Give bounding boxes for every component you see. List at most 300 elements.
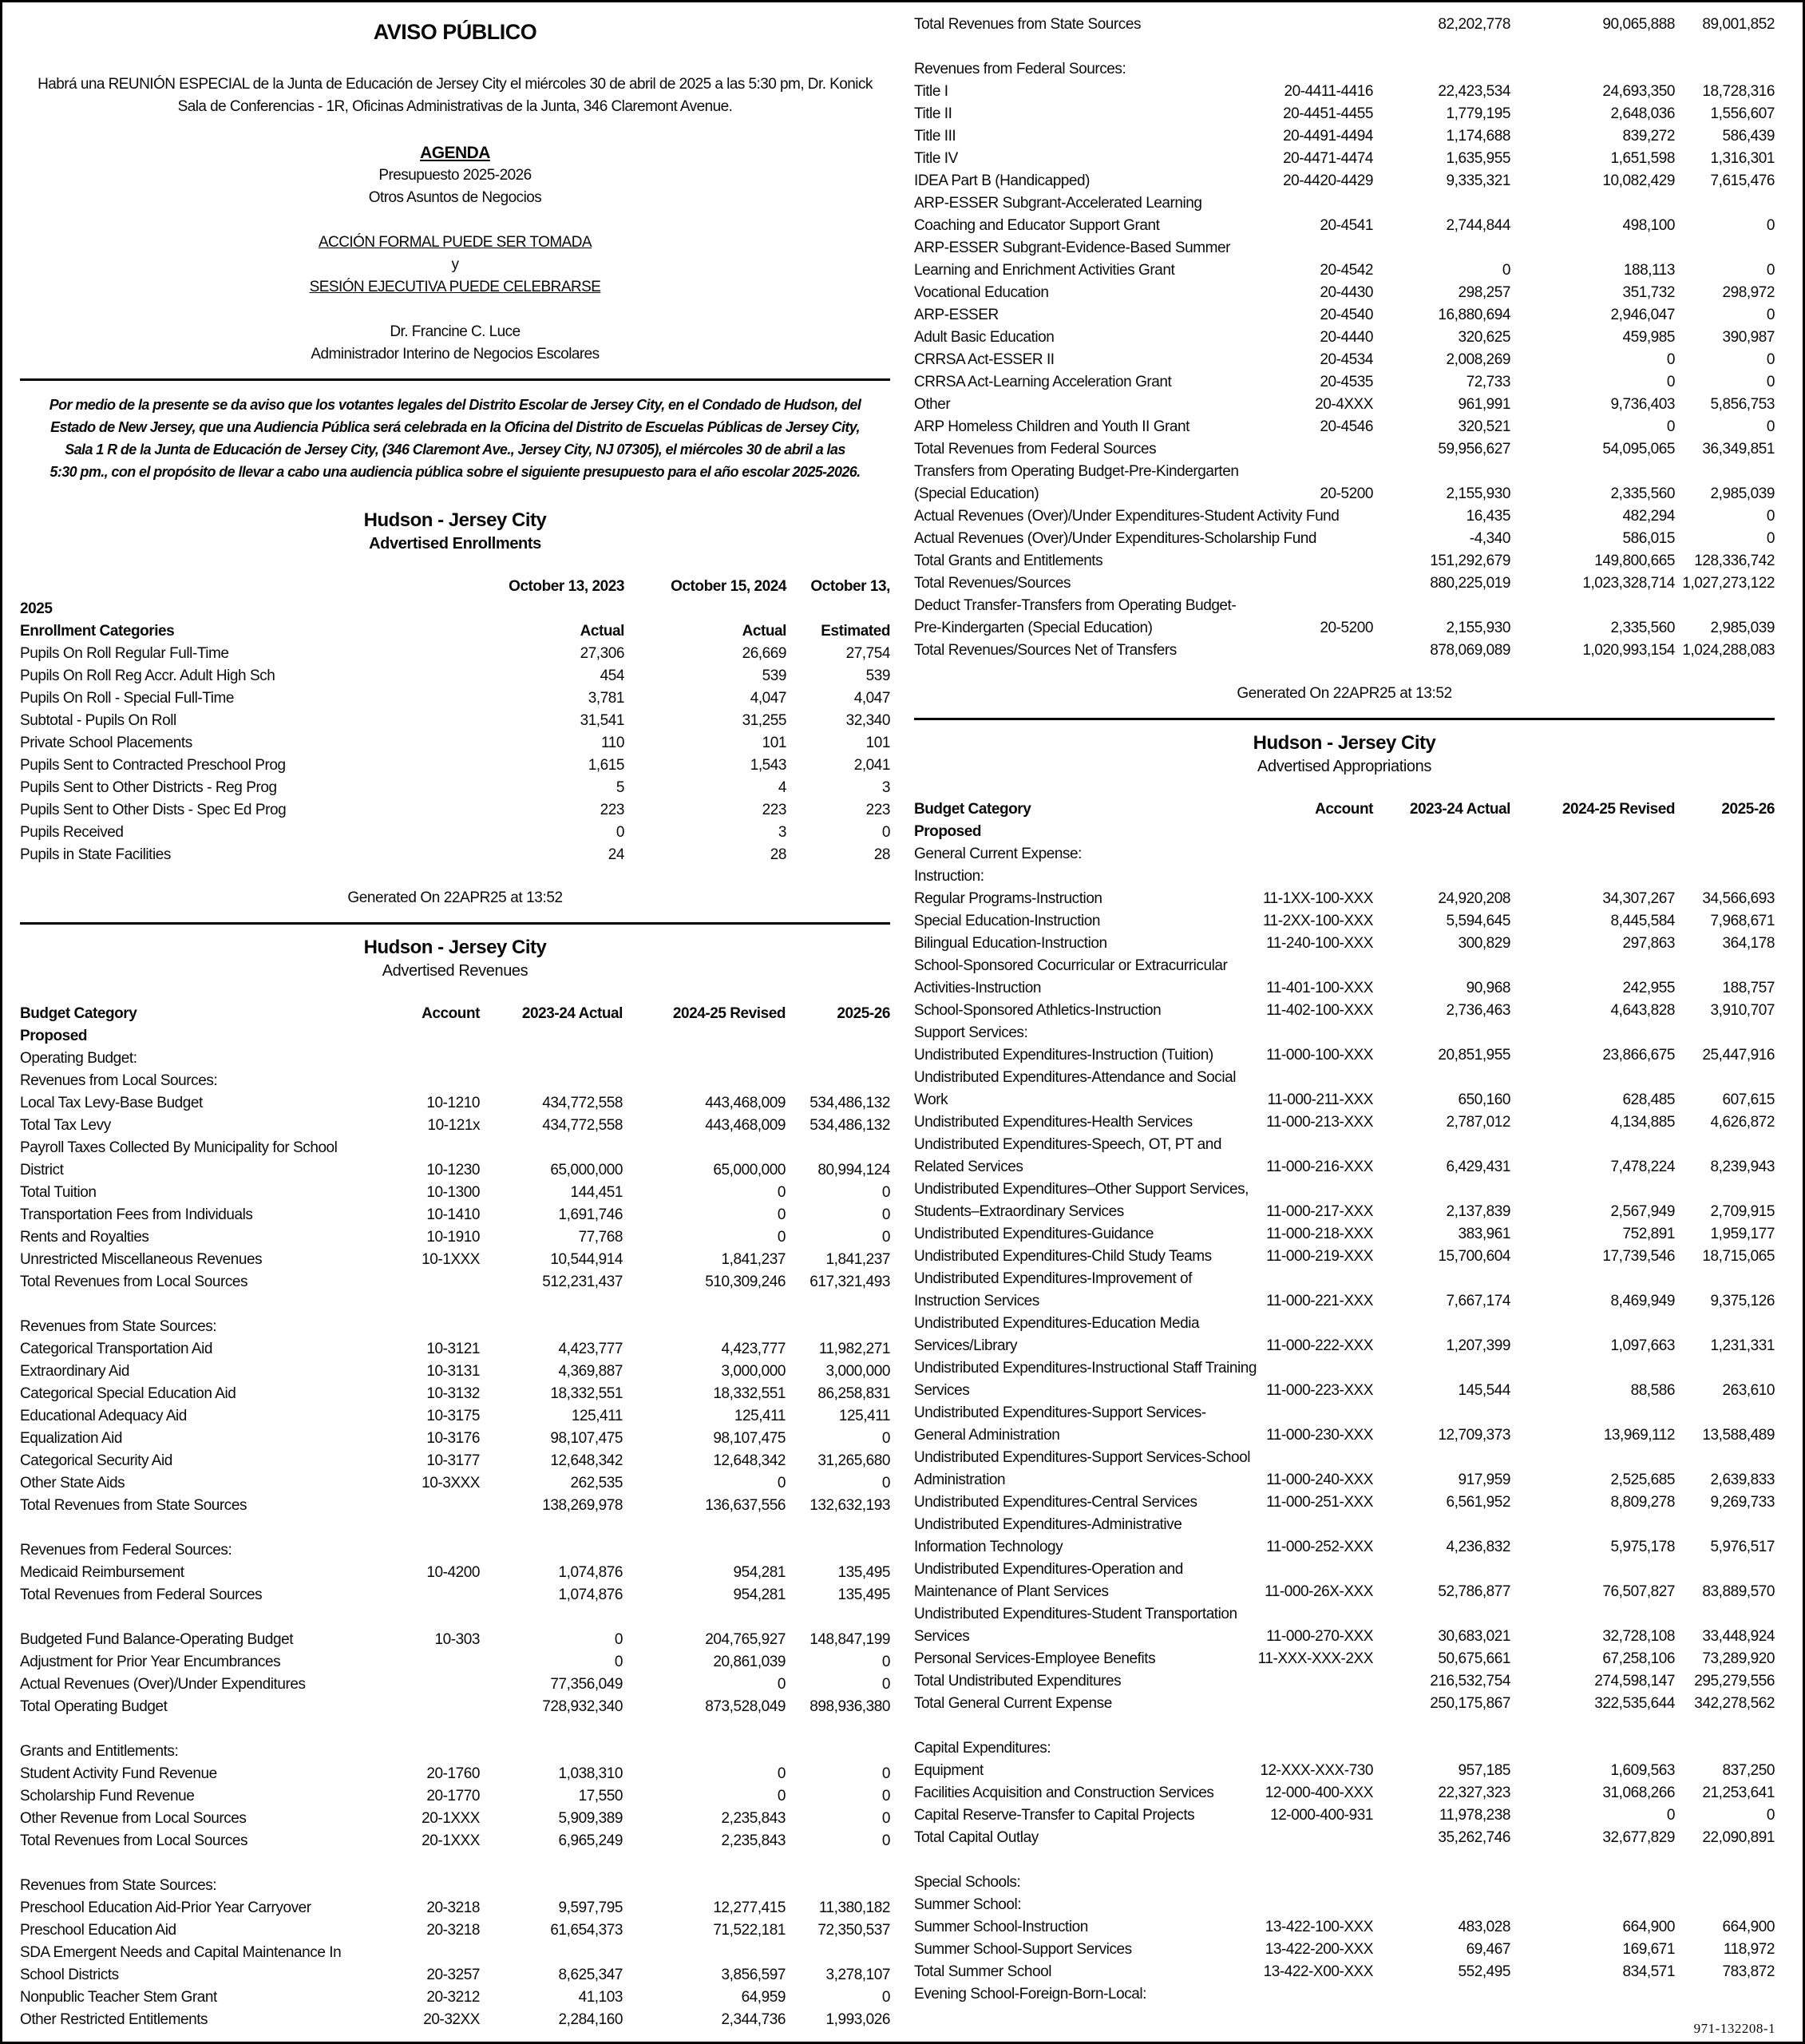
row-value: 67,258,106: [1602, 1650, 1675, 1667]
row-value: 2,709,915: [1710, 1203, 1775, 1220]
row-label: Undistributed Expenditures-Support Services-School Administration: [914, 1449, 1251, 1488]
row-value: [1675, 58, 1775, 81]
row-value: [1510, 1022, 1675, 1044]
row-value: 33,448,924: [1702, 1628, 1775, 1645]
row-value: 20-3218: [426, 1899, 480, 1916]
row-value: 0: [777, 1475, 786, 1491]
row-value: 12,277,415: [713, 1899, 786, 1916]
row-value: 0: [614, 1631, 623, 1648]
row-value: 11-000-211-XXX: [1267, 1091, 1373, 1108]
table-row: [20, 1271, 890, 1293]
row-label: Undistributed Expenditures-Attendance and Social Work: [914, 1069, 1236, 1108]
row-value: 2024-25 Revised: [1562, 801, 1675, 818]
row-value: [480, 1852, 623, 1875]
row-value: 188,757: [1722, 980, 1775, 996]
row-value: 10-1300: [426, 1184, 480, 1201]
row-value: 534,486,132: [809, 1117, 890, 1134]
row-label: CRRSA Act-ESSER II: [914, 351, 1055, 368]
row-label: Vocational Education: [914, 284, 1049, 301]
row-value: 98,107,475: [550, 1430, 623, 1447]
row-value: [623, 1025, 786, 1048]
row-value: 54,095,065: [1602, 441, 1675, 458]
row-value: [480, 1025, 623, 1048]
row-value: 145,544: [1458, 1382, 1510, 1399]
row-value: 151,292,679: [1430, 553, 1510, 569]
row-value: 0: [777, 1206, 786, 1223]
row-label: Total Revenues from Local Sources: [20, 1274, 248, 1290]
row-value: 17,550: [578, 1788, 623, 1804]
table-row: [914, 550, 1775, 572]
row-label: ARP Homeless Children and Youth II Grant: [914, 418, 1189, 435]
row-value: 88,586: [1630, 1382, 1675, 1399]
row-label: Subtotal - Pupils On Roll: [20, 712, 176, 729]
row-value: Actual: [742, 623, 786, 640]
row-value: 383,961: [1458, 1226, 1510, 1242]
row-value: 12-000-400-XXX: [1265, 1785, 1373, 1801]
row-value: 961,991: [1458, 396, 1510, 413]
row-value: 12,709,373: [1438, 1427, 1510, 1444]
row-value: 8,469,949: [1610, 1293, 1675, 1309]
row-value: [1675, 36, 1775, 58]
horizontal-divider: [20, 378, 890, 381]
row-value: [786, 1606, 890, 1629]
row-value: 539: [762, 667, 786, 684]
table-row: [914, 1670, 1775, 1693]
row-value: 77,768: [578, 1229, 623, 1246]
row-value: 1,615: [588, 757, 624, 774]
table-row: [20, 1115, 890, 1137]
row-value: 10-4200: [426, 1564, 480, 1581]
row-value: October 13,: [810, 578, 890, 595]
row-value: 2,235,843: [721, 1810, 786, 1827]
row-label: Equalization Aid: [20, 1430, 123, 1447]
row-value: 2,567,949: [1610, 1203, 1675, 1220]
row-label: Summer School-Instruction: [914, 1919, 1088, 1935]
horizontal-divider: [914, 718, 1775, 720]
row-value: 11-000-219-XXX: [1266, 1248, 1373, 1265]
table-row: [20, 576, 890, 598]
row-value: 0: [1766, 530, 1775, 547]
row-value: [786, 1070, 890, 1092]
table-row: [20, 1226, 890, 1249]
formal-action-section: [20, 232, 890, 299]
row-value: 0: [1766, 307, 1775, 323]
row-value: [786, 1875, 890, 1897]
row-value: 52,786,877: [1438, 1583, 1510, 1600]
row-value: 3: [778, 824, 786, 841]
row-label: Total Undistributed Expenditures: [914, 1673, 1122, 1689]
row-value: 10-303: [434, 1631, 480, 1648]
announcement-line: Habrá una REUNIÓN ESPECIAL de la Junta de Educación de Jersey City el miércoles 30 de abril de 2025 a las 5:30 pm, Dr. Konick: [38, 76, 873, 93]
row-label: Total Grants and Entitlements: [914, 553, 1103, 569]
row-value: 144,451: [570, 1184, 623, 1201]
revenues-continued-table: [914, 14, 1775, 662]
row-label: Categorical Transportation Aid: [20, 1341, 213, 1357]
row-value: 0: [1666, 1807, 1675, 1824]
row-value: 586,439: [1722, 128, 1775, 145]
table-row: [20, 620, 890, 643]
row-value: 10-3131: [426, 1363, 480, 1380]
row-value: 69,467: [1466, 1941, 1510, 1958]
row-label: Proposed: [20, 1028, 88, 1044]
row-value: 24: [608, 846, 624, 863]
row-value: 28: [873, 846, 890, 863]
row-value: 2,008,269: [1446, 351, 1510, 368]
row-value: 125,411: [838, 1408, 890, 1424]
table-row: [20, 1785, 890, 1808]
row-label: Adjustment for Prior Year Encumbrances: [20, 1654, 281, 1670]
row-label: CRRSA Act-Learning Acceleration Grant: [914, 374, 1172, 390]
table-row: [914, 237, 1775, 282]
row-value: 534,486,132: [809, 1095, 890, 1111]
row-value: 7,667,174: [1446, 1293, 1510, 1309]
row-value: [1373, 1737, 1510, 1760]
row-value: [786, 1539, 890, 1562]
table-row: [914, 170, 1775, 192]
table-row: [914, 438, 1775, 461]
row-value: 0: [1766, 217, 1775, 234]
row-value: 4,643,828: [1610, 1002, 1675, 1019]
row-value: 20-4430: [1320, 284, 1373, 301]
row-value: 5,856,753: [1710, 396, 1775, 413]
row-value: [1675, 1894, 1775, 1916]
table-row: [20, 1338, 890, 1361]
table-row: [20, 1182, 890, 1204]
row-value: 1,174,688: [1446, 128, 1510, 145]
row-label: Pupils On Roll Reg Accr. Adult High Sch: [20, 667, 275, 684]
enrollments-district-title: Hudson - Jersey City: [363, 509, 547, 531]
table-row: [914, 1268, 1775, 1313]
executive-session-line: SESIÓN EJECUTIVA PUEDE CELEBRARSE: [309, 279, 601, 295]
row-value: 20-4546: [1320, 418, 1373, 435]
row-label: Proposed: [914, 823, 982, 840]
row-value: 89,001,852: [1702, 16, 1775, 33]
row-value: 18,332,551: [550, 1385, 623, 1402]
row-value: 223: [600, 802, 624, 818]
row-value: 16,435: [1466, 508, 1510, 525]
row-value: 834,571: [1622, 1963, 1675, 1980]
row-value: [1373, 843, 1510, 866]
row-value: [1373, 1872, 1510, 1894]
table-row: [20, 1629, 890, 1651]
table-row: [914, 933, 1775, 955]
row-label: [20, 576, 499, 598]
table-row: [914, 1223, 1775, 1246]
row-value: 0: [881, 824, 890, 841]
row-label: Personal Services-Employee Benefits: [914, 1650, 1156, 1667]
table-row: [914, 1044, 1775, 1067]
table-row: [20, 1562, 890, 1584]
row-label: ARP-ESSER Subgrant-Accelerated Learning Coaching and Educator Support Grant: [914, 195, 1202, 234]
table-row: [20, 755, 890, 777]
row-label: General Current Expense:: [914, 846, 1082, 862]
appropriations-table: [914, 798, 1775, 2006]
row-value: 2,946,047: [1610, 307, 1675, 323]
row-label: Instruction:: [914, 868, 984, 885]
table-row: [20, 1584, 890, 1606]
row-value: [623, 1316, 786, 1338]
row-label: Summer School-Support Services: [914, 1941, 1132, 1958]
row-value: 0: [1502, 262, 1510, 279]
row-value: 1,635,955: [1446, 150, 1510, 167]
row-label: Undistributed Expenditures-Health Services: [914, 1114, 1193, 1131]
row-value: 2,525,685: [1610, 1472, 1675, 1488]
row-value: 454: [600, 667, 624, 684]
row-label: Total Revenues from State Sources: [20, 1497, 247, 1514]
table-row: [914, 1603, 1775, 1648]
row-value: 3: [881, 779, 890, 796]
row-value: [1510, 821, 1675, 843]
row-value: [623, 1539, 786, 1562]
row-value: 297,863: [1622, 935, 1675, 952]
row-value: [1510, 1849, 1675, 1872]
row-label: Undistributed Expenditures-Improvement of Instruction Services: [914, 1270, 1193, 1309]
row-label: Title II: [914, 105, 952, 122]
row-label: Facilities Acquisition and Construction Services: [914, 1785, 1214, 1801]
row-value: 13,588,489: [1702, 1427, 1775, 1444]
row-value: [786, 1517, 890, 1539]
table-row: [914, 394, 1775, 416]
row-label: Total Revenues from Federal Sources: [20, 1586, 263, 1603]
row-value: 552,495: [1458, 1963, 1510, 1980]
row-value: 839,272: [1622, 128, 1675, 145]
row-value: 4,626,872: [1710, 1114, 1775, 1131]
row-value: 8,625,347: [558, 1967, 623, 1983]
row-value: 20-5200: [1320, 485, 1373, 502]
row-value: 169,671: [1622, 1941, 1675, 1958]
revenues-subtitle: Advertised Revenues: [382, 962, 528, 980]
row-label: Undistributed Expenditures-Student Transportation Services: [914, 1606, 1237, 1645]
row-label: [20, 1293, 480, 1316]
row-value: 2,648,036: [1610, 105, 1675, 122]
row-value: 22,327,323: [1438, 1785, 1510, 1801]
row-value: 2023-24 Actual: [521, 1005, 623, 1022]
row-value: 5,976,517: [1710, 1539, 1775, 1555]
row-value: 72,733: [1466, 374, 1510, 390]
table-row: [20, 598, 890, 620]
table-row: [914, 888, 1775, 910]
row-value: 20-32XX: [423, 2011, 480, 2028]
row-value: 443,468,009: [705, 1095, 786, 1111]
row-value: 954,281: [733, 1564, 786, 1581]
row-value: 59,956,627: [1438, 441, 1510, 458]
row-value: 11,978,238: [1439, 1807, 1510, 1824]
table-row: [914, 1648, 1775, 1670]
row-value: 5,975,178: [1610, 1539, 1675, 1555]
appropriations-table-header: [914, 798, 1775, 843]
row-label: [914, 1715, 1373, 1737]
row-value: [1373, 1894, 1510, 1916]
row-value: October 15, 2024: [671, 578, 786, 595]
row-value: 2025-26: [837, 1005, 890, 1022]
row-value: 16,880,694: [1438, 307, 1510, 323]
table-row: [20, 1003, 890, 1025]
row-value: 898,936,380: [809, 1698, 890, 1715]
row-label: Undistributed Expenditures-Instructional Staff Training Services: [914, 1360, 1257, 1399]
row-value: [623, 1048, 786, 1070]
row-label: Title I: [914, 83, 948, 100]
table-row: [20, 822, 890, 844]
row-value: 4,423,777: [721, 1341, 786, 1357]
table-row: [20, 1137, 890, 1182]
row-value: 11,380,182: [818, 1899, 890, 1916]
row-value: 20-4411-4416: [1284, 83, 1373, 100]
row-label: Pupils On Roll - Special Full-Time: [20, 690, 235, 707]
table-row: [914, 843, 1775, 866]
row-value: Actual: [580, 623, 624, 640]
row-value: 128,336,742: [1694, 553, 1775, 569]
row-value: 0: [1766, 418, 1775, 435]
table-row: [20, 665, 890, 687]
row-value: 82,202,778: [1438, 16, 1510, 33]
table-row: [914, 1491, 1775, 1514]
row-value: 20,861,039: [713, 1654, 786, 1670]
row-value: 12-XXX-XXX-730: [1260, 1762, 1373, 1779]
hearing-notice-line: Sala 1 R de la Junta de Educación de Jersey City, (346 Claremont Ave., Jersey City, NJ 07305), el miércoles 30 de abril a las: [65, 442, 845, 458]
table-row: [914, 1782, 1775, 1804]
row-value: 26,669: [742, 645, 786, 662]
table-row: [20, 1204, 890, 1226]
row-value: [786, 1718, 890, 1741]
row-value: 7,615,476: [1710, 172, 1775, 189]
row-value: 28: [770, 846, 786, 863]
row-value: 216,532,754: [1430, 1673, 1510, 1689]
table-row: [20, 1316, 890, 1338]
row-value: 0: [1666, 351, 1675, 368]
row-value: 0: [881, 1765, 890, 1782]
row-value: 34,566,693: [1702, 890, 1775, 907]
row-value: 11-240-100-XXX: [1266, 935, 1373, 952]
row-label: Undistributed Expenditures-Guidance: [914, 1226, 1154, 1242]
row-label: Categorical Security Aid: [20, 1452, 172, 1469]
row-value: 188,113: [1623, 262, 1675, 279]
row-label: Revenues from Federal Sources:: [20, 1542, 232, 1559]
table-row: [914, 304, 1775, 327]
row-label: Capital Expenditures:: [914, 1740, 1051, 1757]
row-value: [1675, 866, 1775, 888]
row-value: 0: [881, 1654, 890, 1670]
row-value: 24,693,350: [1602, 83, 1675, 100]
row-value: [1510, 1737, 1675, 1760]
table-row: [914, 1827, 1775, 1849]
table-row: [914, 282, 1775, 304]
table-row: [914, 58, 1775, 81]
row-value: 22,423,534: [1438, 83, 1510, 100]
row-value: 320,625: [1458, 329, 1510, 346]
row-value: 8,239,943: [1710, 1159, 1775, 1175]
row-value: 917,959: [1458, 1472, 1510, 1488]
row-value: 11-000-223-XXX: [1266, 1382, 1373, 1399]
row-value: 223: [762, 802, 786, 818]
row-label: Bilingual Education-Instruction: [914, 935, 1107, 952]
row-value: 20-1XXX: [422, 1810, 480, 1827]
table-row: [20, 1741, 890, 1763]
table-row: [20, 1092, 890, 1115]
row-label: Total Revenues from Federal Sources: [914, 441, 1157, 458]
row-label: Pupils On Roll Regular Full-Time: [20, 645, 229, 662]
row-label: Undistributed Expenditures-Instruction (Tuition): [914, 1047, 1213, 1064]
row-value: 13-422-200-XXX: [1265, 1941, 1373, 1958]
row-label: Revenues from State Sources:: [20, 1318, 217, 1335]
row-value: 4,369,887: [558, 1363, 623, 1380]
row-value: 2,985,039: [1710, 620, 1775, 636]
row-value: 20-5200: [1320, 620, 1373, 636]
row-value: 0: [881, 1788, 890, 1804]
row-value: 274,598,147: [1594, 1673, 1675, 1689]
row-label: Revenues from Local Sources:: [20, 1072, 218, 1089]
row-value: 298,257: [1458, 284, 1510, 301]
row-value: 2,787,012: [1446, 1114, 1510, 1131]
row-label: Transportation Fees from Individuals: [20, 1206, 253, 1223]
row-value: 0: [614, 1654, 623, 1670]
row-value: 223: [865, 802, 890, 818]
table-row: [20, 1428, 890, 1450]
conjunction-line: y: [451, 256, 459, 273]
row-value: 7,478,224: [1610, 1159, 1675, 1175]
row-value: 27,306: [580, 645, 624, 662]
row-label: SDA Emergent Needs and Capital Maintenance In School Districts: [20, 1944, 342, 1983]
table-row: [914, 640, 1775, 662]
row-value: 1,023,328,714: [1582, 575, 1675, 592]
row-value: 11,982,271: [818, 1341, 890, 1357]
row-value: 11-1XX-100-XXX: [1262, 890, 1373, 907]
row-label: Medicaid Reimbursement: [20, 1564, 184, 1581]
row-value: 20-4XXX: [1315, 396, 1373, 413]
row-value: 36,349,851: [1702, 441, 1775, 458]
row-value: [623, 1517, 786, 1539]
row-value: 10,082,429: [1602, 172, 1675, 189]
row-value: 32,728,108: [1602, 1628, 1675, 1645]
row-label: Educational Adequacy Aid: [20, 1408, 187, 1424]
spacer-row: [20, 1517, 890, 1539]
table-row: [914, 125, 1775, 148]
row-value: 32,340: [845, 712, 890, 729]
table-row: [20, 844, 890, 866]
row-value: 90,968: [1466, 980, 1510, 996]
row-label: Summer School:: [914, 1896, 1022, 1913]
table-row: [914, 1872, 1775, 1894]
agenda-section: [20, 142, 890, 209]
row-label: Unrestricted Miscellaneous Revenues: [20, 1251, 263, 1268]
row-value: 20-3218: [426, 1922, 480, 1939]
table-row: [914, 1134, 1775, 1178]
notice-id-code: 971-132208-1: [1693, 2021, 1775, 2036]
row-value: 1,038,310: [558, 1765, 623, 1782]
appropriations-district-title: Hudson - Jersey City: [1253, 732, 1436, 754]
table-row: [914, 1067, 1775, 1111]
horizontal-divider: [20, 922, 890, 925]
row-value: [623, 1875, 786, 1897]
spacer-row: [914, 1715, 1775, 1737]
row-label: Undistributed Expenditures-Education Media Services/Library: [914, 1315, 1200, 1354]
row-value: 11-401-100-XXX: [1266, 980, 1373, 996]
table-row: [20, 1651, 890, 1674]
table-row: [914, 1559, 1775, 1603]
row-value: [1510, 866, 1675, 888]
hearing-notice: [20, 394, 890, 483]
row-value: 5,594,645: [1446, 913, 1510, 929]
spacer-row: [20, 1293, 890, 1316]
row-value: [786, 1025, 890, 1048]
row-value: 351,732: [1622, 284, 1675, 301]
row-value: 7,968,671: [1710, 913, 1775, 929]
right-column: [914, 2, 1775, 2031]
row-label: Title IV: [914, 150, 958, 167]
revenues-table: [20, 1003, 890, 2031]
formal-action-line: ACCIÓN FORMAL PUEDE SER TOMADA: [318, 234, 592, 251]
row-value: 10-1910: [426, 1229, 480, 1246]
row-value: 20-1760: [426, 1765, 480, 1782]
